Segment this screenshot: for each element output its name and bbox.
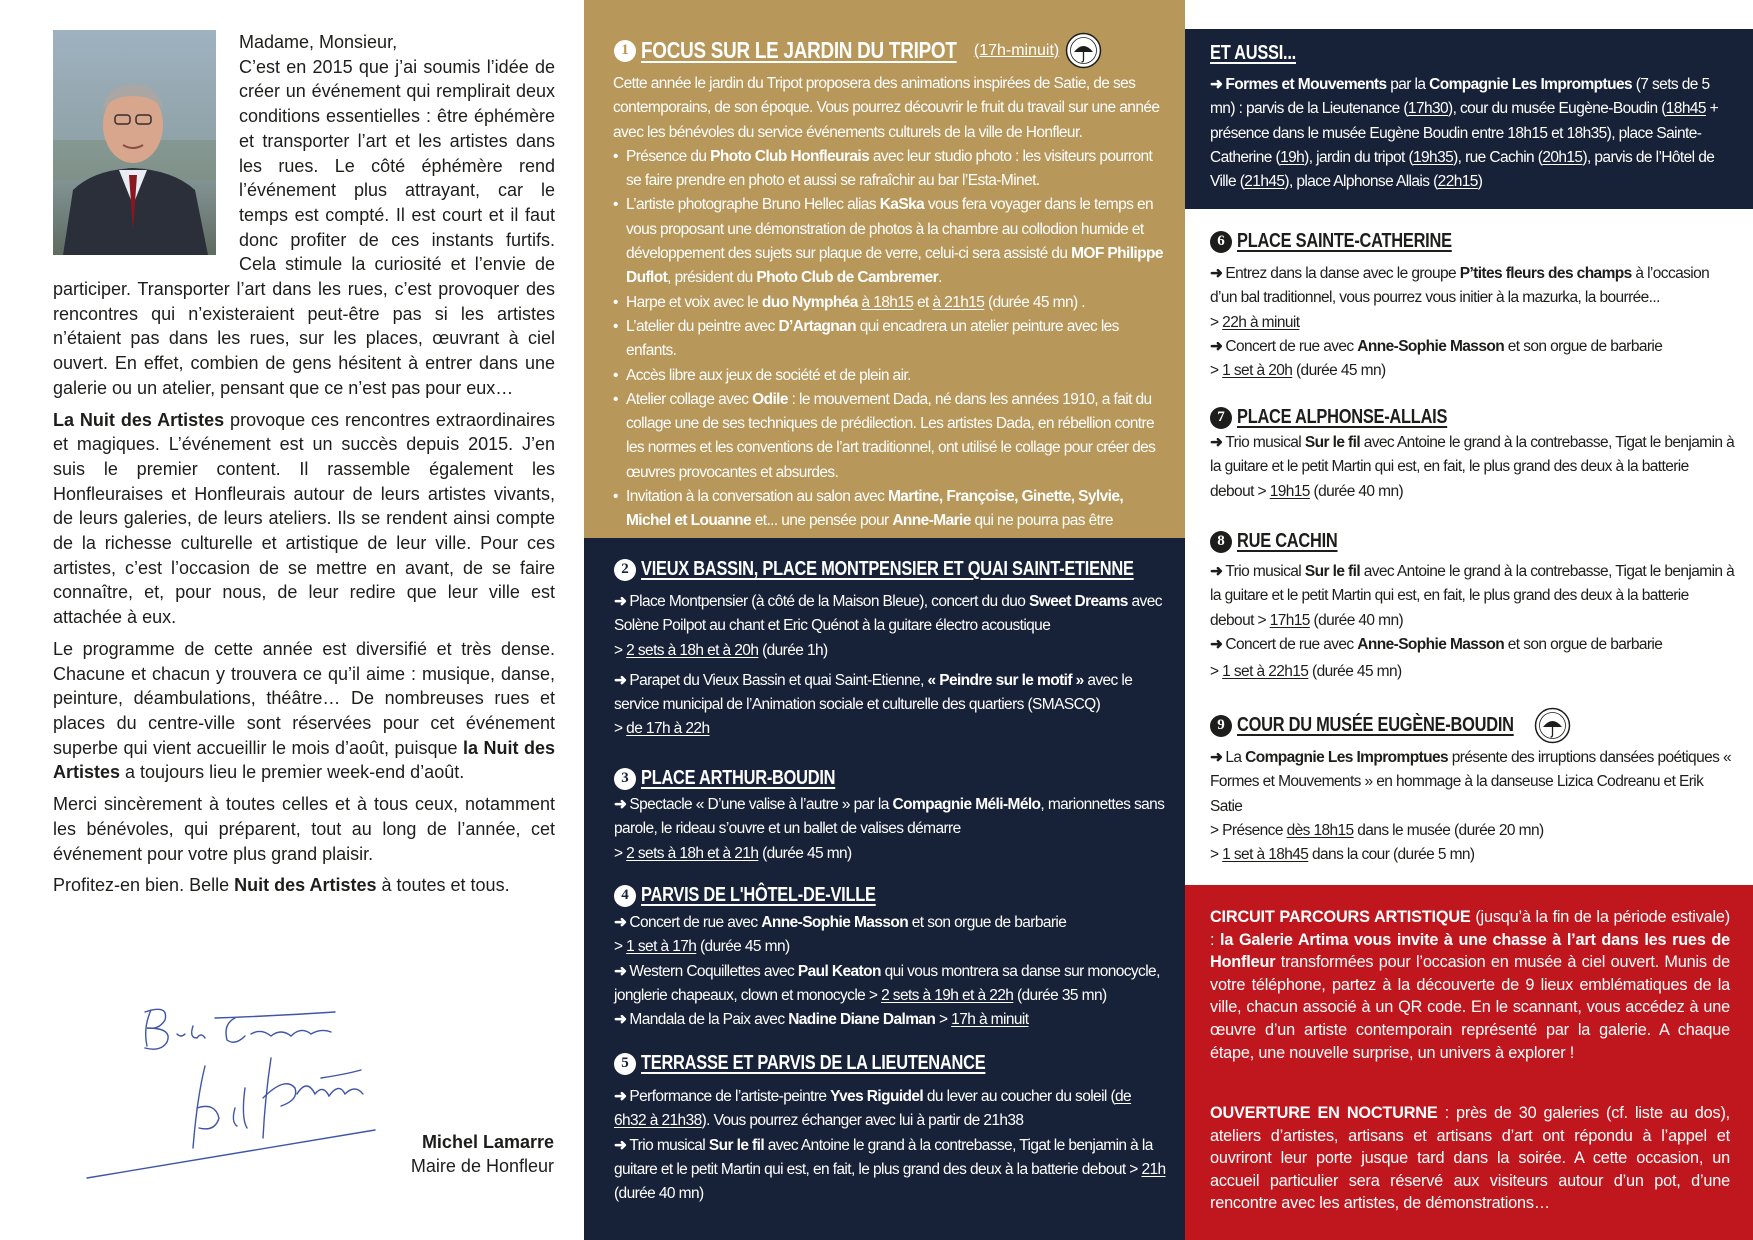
section-7-title: PLACE ALPHONSE-ALLAIS	[1237, 406, 1448, 428]
section-1-time: (17h-minuit)	[973, 41, 1060, 59]
section-9-item-presence: > Présence dès 18h15 dans le musée (durée 20 mn)	[1210, 821, 1544, 839]
section-2-item-peindre-time: > de 17h à 22h	[614, 720, 710, 738]
letter-paragraph-5: Profitez-en bien. Belle Nuit des Artistes à toutes et tous.	[53, 875, 510, 896]
arrow-icon: ➜	[1210, 337, 1223, 355]
section-8-body	[1210, 560, 1735, 684]
section-6-item-concert: ➜ Concert de rue avec Anne-Sophie Masson et son orgue de barbarie	[1210, 335, 1735, 359]
section-6-item-danse: ➜ Entrez dans la danse avec le groupe P’tites fleurs des champs à l’occasion d’un bal traditionnel, vous pourrez vous initier à la mazurka, la bourrée...	[1210, 262, 1735, 311]
arrow-icon: ➜	[1210, 563, 1223, 580]
signer-block	[254, 1130, 554, 1178]
section-3-item-time: > 2 sets à 18h et à 21h (durée 45 mn)	[614, 844, 852, 862]
section-4-body	[614, 911, 1166, 1032]
et-aussi-text: ➜ Formes et Mouvements par la Compagnie Les Impromptues (7 sets de 5 mn) : parvis de la Lieutenance (17h30), cour du musée Eugène-Boudin (18h45 + présence dans le musée Eugène Boudin entre 18h15 et 18h35), place Sainte-Catherine (19h), jardin du tripot (19h35), rue Cachin (20h15), parvis de l’Hôtel de Ville (21h45), place Alphonse Allais (22h15)	[1210, 73, 1735, 194]
section-6-heading	[1210, 230, 1499, 253]
program-column-right	[1185, 0, 1753, 1240]
section-5-title: TERRASSE ET PARVIS DE LA LIEUTENANCE	[641, 1052, 986, 1074]
arrow-icon: ➜	[1210, 749, 1223, 766]
section-4-heading	[614, 884, 927, 907]
section-number-5: 5	[614, 1053, 636, 1075]
section-1-bullet-kaska: • L’artiste photographe Bruno Hellec alias KaSka vous fera voyager dans le temps en vous proposant une démonstration de photos à la chambre au collodion humide et développement des sujets sur plaque de verre, celui-ci sera assisté du MOF Philippe Duflot, président du Photo Club de Cambremer.	[613, 193, 1165, 290]
section-1-heading	[614, 32, 1102, 69]
section-3-body	[614, 793, 1166, 866]
section-1-bullet-photo-club: • Présence du Photo Club Honfleurais avec leur studio photo : les visiteurs pourront se faire prendre en photo et aussi se rafraîchir au bar l’Esta-Minet.	[613, 145, 1165, 194]
letter-paragraph-2: La Nuit des Artistes provoque ces rencontres extraordinaires et magiques. L’événement est un succès depuis 2015. J’en suis le premier content. Il rassemble également les Honfleuraises et Honfleurais autour de leurs artistes vivants, de leurs galeries, de leurs ateliers. Ils se rendent ainsi compte de la richesse culturelle et artistique de leur ville. Pour ces artistes, c’est l’occasion de se mettre en avant, de se faire connaître, et, pour nous, de leur redire que leur ville est attachée à eux.	[53, 409, 555, 628]
section-8-item-trio: ➜ Trio musical Sur le fil avec Antoine le grand à la contrebasse, Tigat le benjamin à la guitare et le petit Martin qui est, en fait, le plus grand des deux à la batterie debout > 17h15 (durée 40 mn)	[1210, 560, 1735, 633]
arrow-icon: ➜	[614, 671, 627, 689]
nocturne-paragraph: OUVERTURE EN NOCTURNE : près de 30 galeries (cf. liste au dos), ateliers d’artistes, artisans et artisans d’art ont répondu à l’appel et ouvriront leur porte jusque tard dans la soirée. A cette occasion, un accueil particulier sera réservé aux visiteurs autour d’un pot, d’une rencontre avec les artistes, de démonstrations…	[1210, 1104, 1730, 1213]
section-3-title: PLACE ARTHUR-BOUDIN	[641, 767, 836, 789]
et-aussi-title: ET AUSSI...	[1210, 42, 1296, 64]
letter-body	[53, 30, 555, 905]
section-4-item-concert: ➜ Concert de rue avec Anne-Sophie Masson et son orgue de barbarie	[614, 911, 1166, 935]
section-7-body	[1210, 431, 1735, 504]
section-4-title: PARVIS DE L'HÔTEL-DE-VILLE	[641, 884, 876, 906]
arrow-icon: ➜	[614, 1136, 627, 1154]
letter-greeting: Madame, Monsieur,	[239, 32, 398, 52]
section-4-item-mandala: ➜ Mandala de la Paix avec Nadine Diane Dalman > 17h à minuit	[614, 1008, 1166, 1032]
section-5-item-trio: ➜ Trio musical Sur le fil avec Antoine le grand à la contrebasse, Tigat le benjamin à la guitare et le petit Martin qui est, en fait, le plus grand des deux à la batterie debout > 21h (durée 40 mn)	[614, 1134, 1166, 1207]
section-1-bullet-atelier-peintre: • L’atelier du peintre avec D’Artagnan qui encadrera un atelier peinture avec les enfants.	[613, 315, 1165, 364]
section-number-3: 3	[614, 768, 636, 790]
section-7-heading	[1210, 406, 1493, 429]
arrow-icon: ➜	[1210, 434, 1223, 451]
arrow-icon: ➜	[614, 796, 627, 813]
letter-paragraph-4: Merci sincèrement à toutes celles et à tous ceux, notamment les bénévoles, qui préparent, tout au long de l’année, cet événement pour votre plus grand plaisir.	[53, 794, 555, 864]
mid-dark-panel	[584, 538, 1185, 1240]
section-1-bullet-collage: • Atelier collage avec Odile : le mouvement Dada, né dans les années 1910, a fait du collage une de ses techniques de prédilection. Les artistes Dada, en rébellion contre les normes et les conventions de l’art traditionnel, ont utilisé le collage pour créer des œuvres provocantes et absurdes.	[613, 388, 1165, 485]
section-2-heading	[614, 558, 1242, 581]
section-5-body	[614, 1085, 1166, 1206]
section-9-heading	[1210, 707, 1571, 744]
section-2-title: VIEUX BASSIN, PLACE MONTPENSIER ET QUAI SAINT-ETIENNE	[641, 558, 1134, 580]
et-aussi-heading	[1210, 42, 1315, 65]
section-number-6: 6	[1210, 231, 1232, 253]
section-9-item-impromptues: ➜ La Compagnie Les Impromptues présente des irruptions dansées poétiques « Formes et Mouvements » en hommage à la danseuse Lizica Codreanu et Erik Satie	[1210, 746, 1735, 819]
section-1-bullet-harpe: • Harpe et voix avec le duo Nymphéa à 18h15 et à 21h15 (durée 45 mn) .	[613, 291, 1165, 315]
section-number-2: 2	[614, 559, 636, 581]
program-column-middle	[584, 0, 1185, 1240]
circuit-paragraph: CIRCUIT PARCOURS ARTISTIQUE (jusqu’à la fin de la période estivale) : la Galerie Artima vous invite à une chasse à l’art dans les rues de Honfleur transformées pour l’occasion en musée à ciel ouvert. Munis de votre téléphone, partez à la découverte de 9 lieux emblématiques de la ville, chacun associé à un QR code. En le scannant, vous accédez à une œuvre d’un artiste contemporain représenté par la galerie. A chaque étape, une nouvelle surprise, un univers à explorer !	[1210, 908, 1730, 1062]
section-1-body	[613, 72, 1165, 558]
section-9-body	[1210, 746, 1735, 867]
section-1-bullet-conversation: • Invitation à la conversation au salon avec Martine, Françoise, Ginette, Sylvie, Michel et Louanne et... une pensée pour Anne-Marie qui ne pourra pas être	[613, 485, 1165, 558]
arrow-icon: ➜	[614, 1011, 627, 1029]
section-5-heading	[614, 1052, 1061, 1075]
section-2-item-peindre: ➜ Parapet du Vieux Bassin et quai Saint-Etienne, « Peindre sur le motif » avec le service municipal de l’Animation sociale et culturelle des quartiers (SMASCQ)	[614, 669, 1166, 718]
section-9-item-cour: > 1 set à 18h45 dans la cour (durée 5 mn)	[1210, 846, 1475, 864]
section-1-bullet-jeux: • Accès libre aux jeux de société et de plein air.	[613, 364, 1165, 388]
section-number-9: 9	[1210, 715, 1232, 737]
section-number-7: 7	[1210, 407, 1232, 429]
umbrella-badge-icon	[1065, 32, 1102, 69]
section-6-title: PLACE SAINTE-CATHERINE	[1237, 230, 1452, 252]
arrow-icon: ➜	[614, 962, 627, 980]
section-6-body	[1210, 262, 1735, 383]
et-aussi-body	[1210, 73, 1735, 194]
section-3-heading	[614, 767, 878, 790]
section-et-aussi	[1185, 29, 1753, 209]
mayor-letter-column	[0, 0, 584, 1240]
arrow-icon: ➜	[1210, 76, 1223, 93]
letter-paragraph-3: Le programme de cette année est diversifié et très dense. Chacune et chacun y trouvera ce qu’il aime : musique, danse, peinture, déambulations, théâtre… De nombreuses rues et places du centre-ville sont réservées pour cet événement superbe qui vient accueillir le mois d’août, puisque la Nuit des Artistes a toujours lieu le premier week-end d’août.	[53, 638, 555, 783]
section-number-4: 4	[614, 885, 636, 907]
section-6-item-concert-time: > 1 set à 20h (durée 45 mn)	[1210, 362, 1386, 380]
section-4-item-concert-time: > 1 set à 17h (durée 45 mn)	[614, 938, 790, 956]
arrow-icon: ➜	[1210, 635, 1223, 653]
section-jardin-du-tripot	[584, 0, 1185, 538]
arrow-icon: ➜	[1210, 265, 1223, 282]
section-8-heading	[1210, 530, 1360, 553]
arrow-icon: ➜	[614, 593, 627, 610]
section-3-item-spectacle: ➜ Spectacle « D’une valise à l’autre » par la Compagnie Méli-Mélo, marionnettes sans parole, le rideau s’ouvre et un ballet de valises démarre	[614, 793, 1166, 842]
section-1-intro: Cette année le jardin du Tripot proposera des animations inspirées de Satie, de ses contemporains, de son époque. Vous pourrez découvrir le fruit du travail sur une année avec les bénévoles du service événements culturels de la ville de Honfleur.	[613, 75, 1160, 141]
section-8-item-concert: ➜ Concert de rue avec Anne-Sophie Masson et son orgue de barbarie	[1210, 633, 1735, 657]
section-2-item-concert: ➜ Place Montpensier (à côté de la Maison Bleue), concert du duo Sweet Dreams avec Solène Poilpot au chant et Eric Quénot à la guitare électro acoustique	[614, 590, 1166, 639]
section-2-body	[614, 590, 1166, 742]
section-7-item-trio: ➜ Trio musical Sur le fil avec Antoine le grand à la contrebasse, Tigat le benjamin à la guitare et le petit Martin qui est, en fait, le plus grand des deux à la batterie debout > 19h15 (durée 40 mn)	[1210, 431, 1735, 504]
umbrella-badge-icon	[1534, 707, 1571, 744]
signer-name: Michel Lamarre	[421, 1132, 554, 1152]
circuit-artistique-panel	[1185, 885, 1753, 1240]
signer-role: Maire de Honfleur	[410, 1156, 554, 1176]
section-8-item-concert-time: > 1 set à 22h15 (durée 45 mn)	[1210, 663, 1402, 681]
section-2-item-concert-time: > 2 sets à 18h et à 20h (durée 1h)	[614, 641, 828, 659]
section-8-title: RUE CACHIN	[1237, 530, 1338, 552]
arrow-icon: ➜	[614, 914, 627, 931]
section-9-title: COUR DU MUSÉE EUGÈNE-BOUDIN	[1237, 714, 1514, 736]
section-1-title: FOCUS SUR LE JARDIN DU TRIPOT	[641, 37, 957, 63]
letter-paragraph-1: C’est en 2015 que j’ai soumis l’idée de créer un événement qui remplirait deux conditions essentielles : être éphémère et transporter l’art et les artistes dans les rues. Le côté éphémère rend l’événement plus attrayant, car le temps est compté. Il est court et il faut donc profiter de ces instants furtifs. Cela stimule la curiosité et l’envie de participer. Transporter l’art dans les rues, c’est provoquer des rencontres qui n’existeraient peut-être pas si les artistes n’étaient pas dans les rues, sur les places, œuvrant à ciel ouvert. En effet, combien de gens hésitent à entrer dans une galerie ou un atelier, pensant que ce n’est pas pour eux…	[53, 56, 555, 398]
section-6-item-danse-time: > 22h à minuit	[1210, 313, 1300, 331]
section-number-1: 1	[614, 40, 636, 62]
arrow-icon: ➜	[614, 1088, 627, 1105]
section-4-item-western: ➜ Western Coquillettes avec Paul Keaton qui vous montrera sa danse sur monocycle, jonglerie chapeaux, clown et monocycle > 2 sets à 19h et à 22h (durée 35 mn)	[614, 960, 1166, 1009]
section-number-8: 8	[1210, 531, 1232, 553]
section-5-item-performance: ➜ Performance de l’artiste-peintre Yves Riguidel du lever au coucher du soleil (de 6h32 à 21h38). Vous pourrez échanger avec lui à partir de 21h38	[614, 1085, 1166, 1134]
